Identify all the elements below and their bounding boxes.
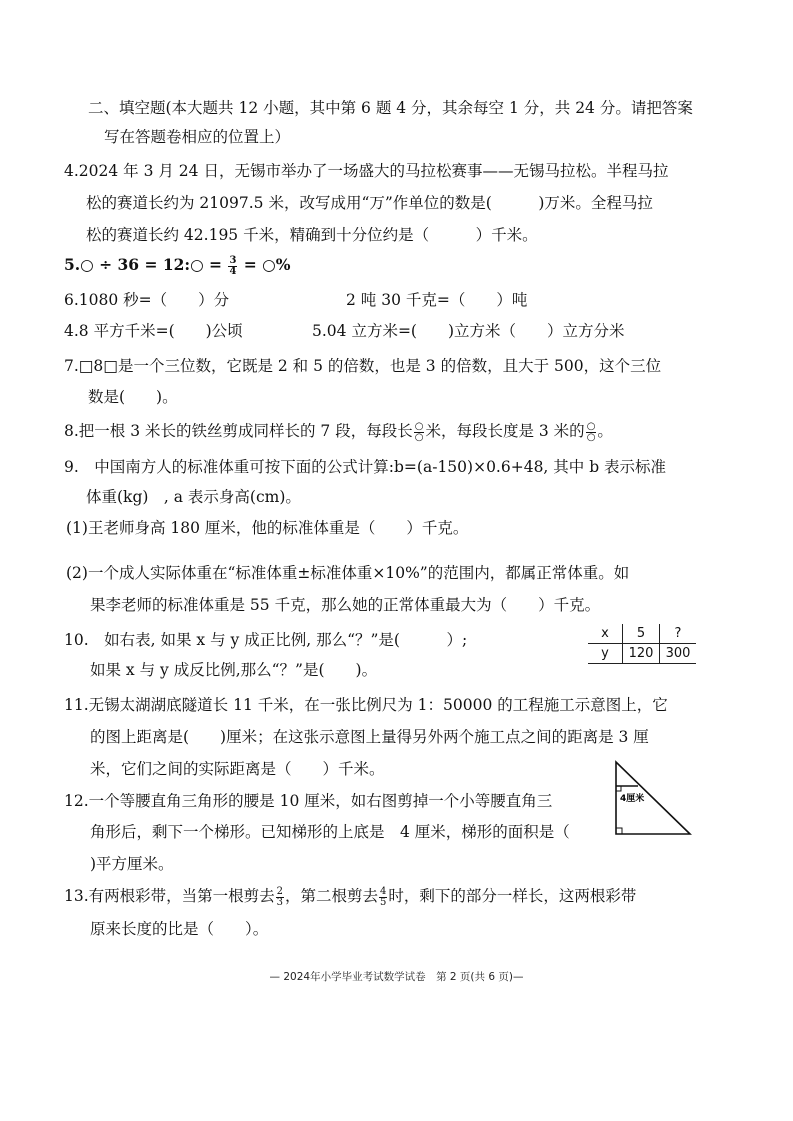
q11-line2: 的图上距离是( )厘米；在这张示意图上量得另外两个施工点之间的距离是 3 厘 [90,728,649,746]
q13-line2: 原来长度的比是（ ）。 [90,920,269,938]
q6-a: 6.1080 秒=（ ）分 [64,291,230,309]
q8-f1-den: ○ [414,431,424,443]
q8-fraction-1 [414,422,425,443]
q5-suffix: = ○% [238,255,291,274]
q8-c: 。 [597,422,613,440]
q13-f1-den: 3 [276,896,284,908]
right-angle-mark [616,828,622,834]
section-title-cont: 写在答题卷相应的位置上） [104,128,291,146]
q6-b: 2 吨 30 千克=（ ）吨 [346,291,528,309]
q8-f2-num: ○ [586,420,596,432]
q13-line1 [64,885,636,908]
table-cell: x [588,624,623,644]
table-cell: 5 [623,624,660,644]
q8-a: 8.把一根 3 米长的铁丝剪成同样长的 7 段，每段长 [64,422,413,440]
table-cell: 300 [660,644,697,664]
q5-den: 4 [229,265,237,277]
q9-line2: 体重(kg) , a 表示身高(cm)。 [86,488,301,506]
q9-part2-line1: (2)一个成人实际体重在“标准体重±标准体重×10%”的范围内，都属正常体重。如 [66,564,630,582]
q9-part2-line2: 果李老师的标准体重是 55 千克，那么她的正常体重最大为（ ）千克。 [90,596,601,614]
q5 [64,254,290,277]
q4-line2: 松的赛道长约为 21097.5 米，改写成用“万”作单位的数是( )万米。全程马拉 [86,194,653,212]
page-footer: — 2024年小学毕业考试数学试卷 第 2 页(共 6 页)— [269,971,524,983]
q13-f1-num: 2 [276,885,284,897]
q7-line1: 7.□8□是一个三位数，它既是 2 和 5 的倍数，也是 3 的倍数，且大于 500，这个三位 [64,357,662,375]
q12-line1: 12.一个等腰直角三角形的腰是 10 厘米，如右图剪掉一个小等腰直角三 [64,792,553,810]
q13-f2-num: 4 [380,885,387,897]
q4-line1: 4.2024 年 3 月 24 日，无锡市举办了一场盛大的马拉松赛事——无锡马拉松。半程马拉 [64,162,669,180]
q13-f2-den: 5 [380,896,387,908]
q13-b: ，第二根剪去 [285,887,379,905]
q10-line1: 10. 如右表, 如果 x 与 y 成正比例, 那么“？”是( ）; [64,631,468,649]
q12-line3: )平方厘米。 [90,855,174,873]
q13-c: 时，剩下的部分一样长，这两根彩带 [388,887,637,905]
q8-f1-num: ○ [414,420,424,432]
q13-fraction-2 [379,887,387,908]
q6-d: 5.04 立方米=( )立方米（ ）立方分米 [312,322,625,340]
section-title: 二、填空题(本大题共 12 小题，其中第 6 题 4 分，其余每空 1 分，共 24 分。请把答案 [88,99,693,117]
q4-line3: 松的赛道长约 42.195 千米，精确到十分位约是（ ）千米。 [86,226,538,244]
q11-line1: 11.无锡太湖湖底隧道长 11 千米，在一张比例尺为 1：50000 的工程施工示意图上，它 [64,696,668,714]
q8-fraction-2 [586,422,597,443]
q5-num: 3 [229,254,237,266]
q9-line1: 9. 中国南方人的标准体重可按下面的公式计算:b=(a-150)×0.6+48, 其中 b 表示标准 [64,458,667,476]
table-cell: 120 [623,644,660,664]
q8 [64,420,613,443]
q7-line2: 数是( )。 [88,388,178,406]
q5-fraction [228,256,237,277]
q10-line2: 如果 x 与 y 成反比例,那么“？”是( )。 [90,661,378,679]
q13-fraction-1 [276,887,284,908]
table-cell: ? [660,624,697,644]
table-cell: y [588,644,623,664]
q8-b: 米，每段长度是 3 米的 [425,422,585,440]
q8-f2-den: ○ [586,431,596,443]
table-row [588,644,696,664]
table-row [588,624,696,644]
q13-a: 13.有两根彩带，当第一根剪去 [64,887,275,905]
q5-prefix: 5.○ ÷ 36 = 12:○ = [64,255,228,274]
q6-c: 4.8 平方千米=( )公顷 [64,322,243,340]
figure-label: 4厘米 [620,794,645,804]
q12-line2: 角形后，剩下一个梯形。已知梯形的上底是 4 厘米，梯形的面积是（ [90,823,570,841]
q9-part1: (1)王老师身高 180 厘米，他的标准体重是（ ）千克。 [66,519,469,537]
trapezoid-figure [610,760,694,838]
xy-table [588,624,696,664]
q11-line3: 米，它们之间的实际距离是（ ）千米。 [90,760,385,778]
